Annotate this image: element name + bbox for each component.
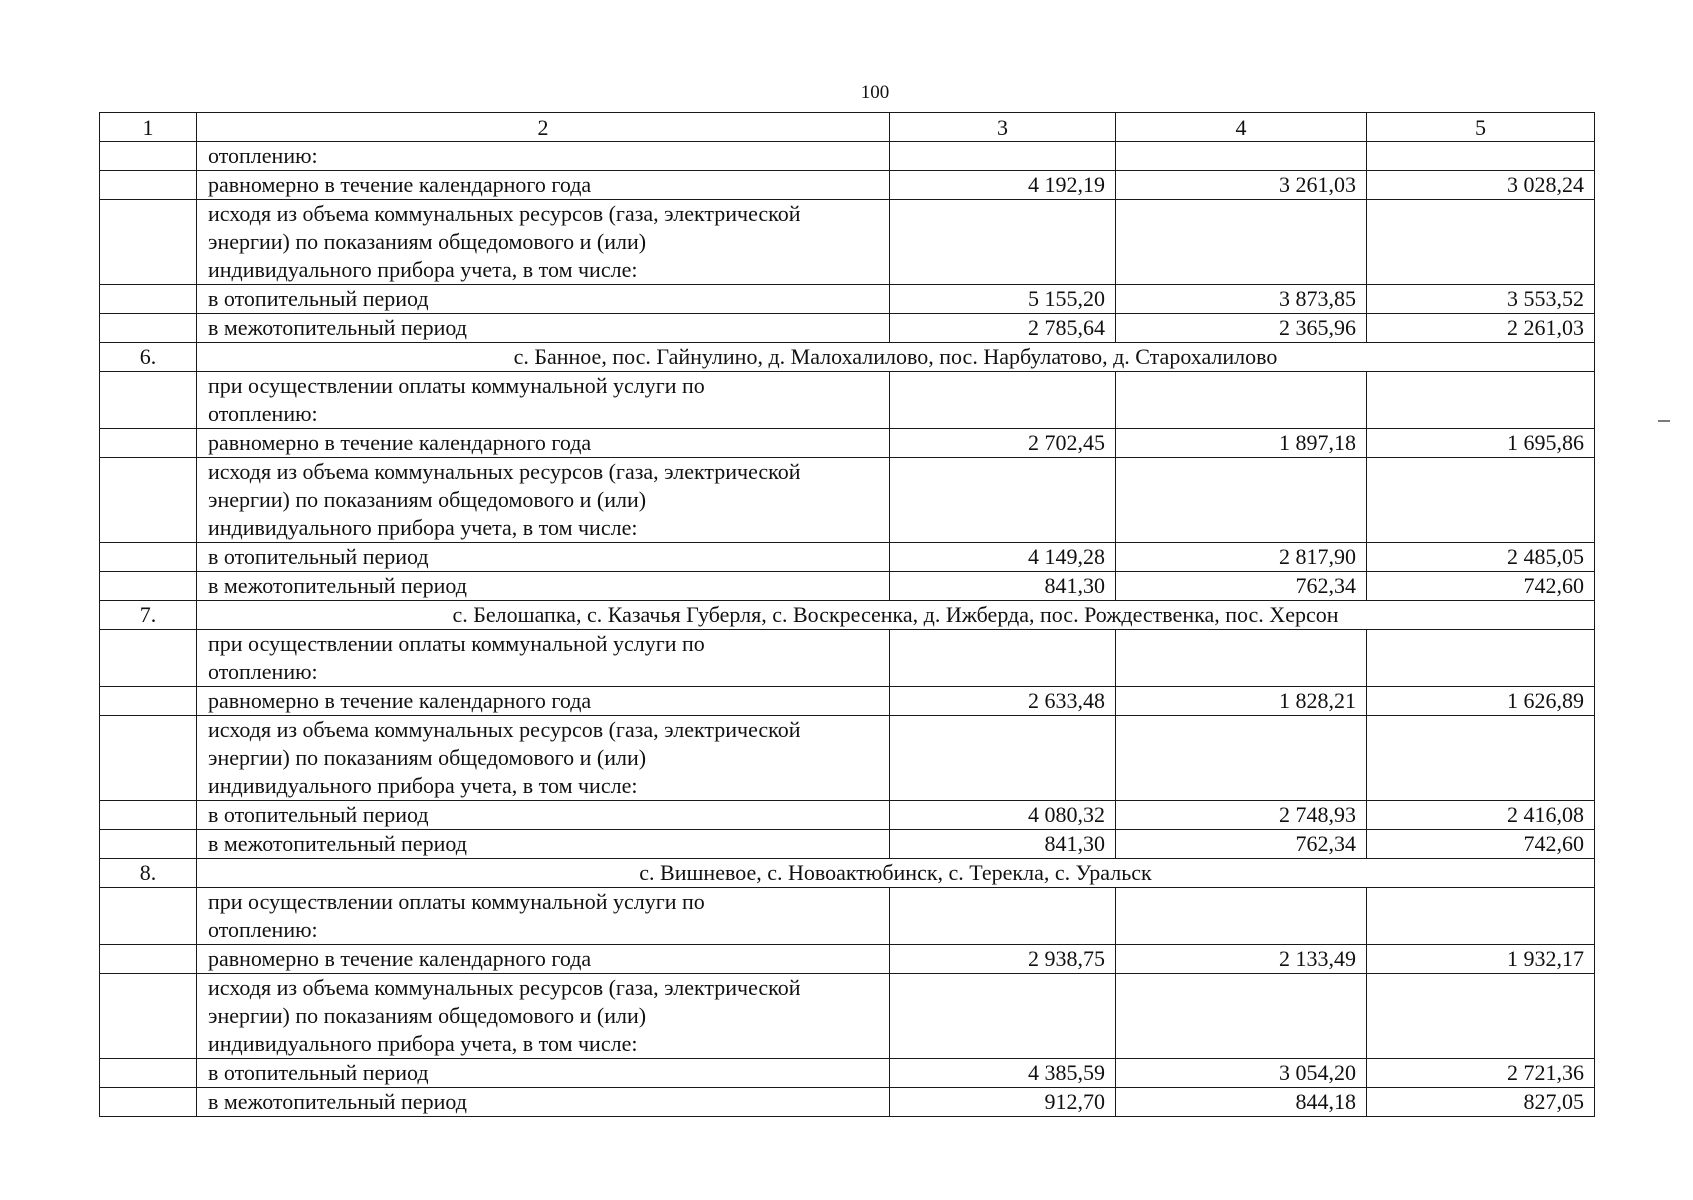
table-row xyxy=(100,171,1595,200)
table-row xyxy=(100,687,1595,716)
description-line: энергии) по показаниям общедомового и (или) xyxy=(208,487,647,512)
row-index-cell xyxy=(100,429,197,458)
settlement-row xyxy=(100,859,1595,888)
settlement-row xyxy=(100,343,1595,372)
description-line: индивидуального прибора учета, в том числе: xyxy=(208,773,638,798)
table-row xyxy=(100,543,1595,572)
row-index-cell xyxy=(100,543,197,572)
row-description: в отопительный период xyxy=(197,801,890,830)
value-column-5 xyxy=(1367,142,1595,171)
row-description: в межотопительный период xyxy=(197,830,890,859)
table-row xyxy=(100,429,1595,458)
row-description xyxy=(197,630,890,687)
value-column-5: 2 721,36 xyxy=(1367,1059,1595,1088)
description-line: исходя из объема коммунальных ресурсов (газа, электрической xyxy=(208,975,801,1000)
table-row xyxy=(100,888,1595,945)
value-column-3 xyxy=(890,630,1116,687)
settlement-names: с. Вишневое, с. Новоактюбинск, с. Терекла, с. Уральск xyxy=(197,859,1595,888)
row-description xyxy=(197,974,890,1059)
value-column-3 xyxy=(890,458,1116,543)
row-index-cell xyxy=(100,1059,197,1088)
value-column-5: 2 416,08 xyxy=(1367,801,1595,830)
row-description xyxy=(197,372,890,429)
description-line: отоплению: xyxy=(208,659,318,684)
description-line: индивидуального прибора учета, в том числе: xyxy=(208,257,638,282)
value-column-4: 3 054,20 xyxy=(1116,1059,1367,1088)
row-description: в отопительный период xyxy=(197,1059,890,1088)
value-column-4: 2 133,49 xyxy=(1116,945,1367,974)
settlement-names: с. Белошапка, с. Казачья Губерля, с. Воскресенка, д. Ижберда, пос. Рождественка, пос. Херсон xyxy=(197,601,1595,630)
description-line: исходя из объема коммунальных ресурсов (газа, электрической xyxy=(208,459,801,484)
value-column-5: 3 028,24 xyxy=(1367,171,1595,200)
row-description xyxy=(197,200,890,285)
description-line: индивидуального прибора учета, в том числе: xyxy=(208,1031,638,1056)
value-column-5: 742,60 xyxy=(1367,830,1595,859)
description-line: при осуществлении оплаты коммунальной услуги по xyxy=(208,631,705,656)
value-column-3 xyxy=(890,372,1116,429)
section-number: 7. xyxy=(100,601,197,630)
value-column-5: 2 261,03 xyxy=(1367,314,1595,343)
settlement-row xyxy=(100,601,1595,630)
value-column-3 xyxy=(890,200,1116,285)
value-column-3: 912,70 xyxy=(890,1088,1116,1117)
value-column-3: 4 385,59 xyxy=(890,1059,1116,1088)
value-column-3: 841,30 xyxy=(890,572,1116,601)
value-column-5 xyxy=(1367,630,1595,687)
value-column-3 xyxy=(890,142,1116,171)
row-index-cell xyxy=(100,372,197,429)
value-column-4: 1 897,18 xyxy=(1116,429,1367,458)
value-column-5: 3 553,52 xyxy=(1367,285,1595,314)
table-row xyxy=(100,200,1595,285)
value-column-3: 2 702,45 xyxy=(890,429,1116,458)
value-column-5: 742,60 xyxy=(1367,572,1595,601)
value-column-4: 762,34 xyxy=(1116,830,1367,859)
row-description xyxy=(197,888,890,945)
value-column-3: 4 080,32 xyxy=(890,801,1116,830)
table-row xyxy=(100,945,1595,974)
description-line: энергии) по показаниям общедомового и (или) xyxy=(208,229,647,254)
tariff-table xyxy=(99,112,1595,1117)
row-index-cell xyxy=(100,200,197,285)
value-column-5 xyxy=(1367,372,1595,429)
value-column-4 xyxy=(1116,200,1367,285)
row-index-cell xyxy=(100,945,197,974)
value-column-3: 4 149,28 xyxy=(890,543,1116,572)
value-column-4: 2 817,90 xyxy=(1116,543,1367,572)
row-description: в межотопительный период xyxy=(197,572,890,601)
page-number: 100 xyxy=(860,82,890,103)
row-description: отоплению: xyxy=(197,142,890,171)
description-line: при осуществлении оплаты коммунальной услуги по xyxy=(208,889,705,914)
value-column-3: 5 155,20 xyxy=(890,285,1116,314)
value-column-5: 1 626,89 xyxy=(1367,687,1595,716)
table-row xyxy=(100,716,1595,801)
table-row xyxy=(100,630,1595,687)
value-column-5 xyxy=(1367,200,1595,285)
row-description: в отопительный период xyxy=(197,285,890,314)
value-column-3: 2 938,75 xyxy=(890,945,1116,974)
description-line: индивидуального прибора учета, в том числе: xyxy=(208,515,638,540)
value-column-3: 2 633,48 xyxy=(890,687,1116,716)
column-header-2: 2 xyxy=(197,113,890,142)
description-line: отоплению: xyxy=(208,401,318,426)
settlement-names: с. Банное, пос. Гайнулино, д. Малохалилово, пос. Нарбулатово, д. Старохалилово xyxy=(197,343,1595,372)
row-description: равномерно в течение календарного года xyxy=(197,429,890,458)
value-column-5 xyxy=(1367,458,1595,543)
value-column-4 xyxy=(1116,716,1367,801)
row-index-cell xyxy=(100,314,197,343)
table-row xyxy=(100,1088,1595,1117)
row-description: в межотопительный период xyxy=(197,1088,890,1117)
value-column-5: 1 695,86 xyxy=(1367,429,1595,458)
tariff-table-body xyxy=(100,113,1595,1117)
description-line: энергии) по показаниям общедомового и (или) xyxy=(208,745,647,770)
row-description: равномерно в течение календарного года xyxy=(197,687,890,716)
value-column-3: 2 785,64 xyxy=(890,314,1116,343)
row-index-cell xyxy=(100,1088,197,1117)
value-column-4 xyxy=(1116,458,1367,543)
table-row xyxy=(100,142,1595,171)
row-description: в отопительный период xyxy=(197,543,890,572)
description-line: исходя из объема коммунальных ресурсов (газа, электрической xyxy=(208,201,801,226)
value-column-4 xyxy=(1116,142,1367,171)
scan-mark xyxy=(1658,420,1670,422)
table-header-row xyxy=(100,113,1595,142)
row-description xyxy=(197,458,890,543)
row-index-cell xyxy=(100,888,197,945)
column-header-5: 5 xyxy=(1367,113,1595,142)
value-column-5 xyxy=(1367,888,1595,945)
row-index-cell xyxy=(100,716,197,801)
row-index-cell xyxy=(100,687,197,716)
value-column-4: 2 748,93 xyxy=(1116,801,1367,830)
table-row xyxy=(100,974,1595,1059)
row-index-cell xyxy=(100,801,197,830)
row-description: равномерно в течение календарного года xyxy=(197,171,890,200)
table-row xyxy=(100,372,1595,429)
description-line: исходя из объема коммунальных ресурсов (газа, электрической xyxy=(208,717,801,742)
table-row xyxy=(100,1059,1595,1088)
value-column-4: 3 261,03 xyxy=(1116,171,1367,200)
value-column-5: 2 485,05 xyxy=(1367,543,1595,572)
value-column-5 xyxy=(1367,974,1595,1059)
table-row xyxy=(100,572,1595,601)
value-column-5: 1 932,17 xyxy=(1367,945,1595,974)
row-index-cell xyxy=(100,458,197,543)
description-line: энергии) по показаниям общедомового и (или) xyxy=(208,1003,647,1028)
value-column-4: 1 828,21 xyxy=(1116,687,1367,716)
row-description: в межотопительный период xyxy=(197,314,890,343)
value-column-3: 841,30 xyxy=(890,830,1116,859)
section-number: 6. xyxy=(100,343,197,372)
value-column-4: 3 873,85 xyxy=(1116,285,1367,314)
row-index-cell xyxy=(100,572,197,601)
value-column-4 xyxy=(1116,372,1367,429)
table-row xyxy=(100,458,1595,543)
row-index-cell xyxy=(100,830,197,859)
row-index-cell xyxy=(100,285,197,314)
row-index-cell xyxy=(100,171,197,200)
table-row xyxy=(100,801,1595,830)
value-column-5 xyxy=(1367,716,1595,801)
row-index-cell xyxy=(100,142,197,171)
row-description: равномерно в течение календарного года xyxy=(197,945,890,974)
value-column-4 xyxy=(1116,888,1367,945)
table-row xyxy=(100,314,1595,343)
value-column-5: 827,05 xyxy=(1367,1088,1595,1117)
column-header-4: 4 xyxy=(1116,113,1367,142)
row-index-cell xyxy=(100,974,197,1059)
column-header-3: 3 xyxy=(890,113,1116,142)
value-column-3 xyxy=(890,974,1116,1059)
value-column-4: 762,34 xyxy=(1116,572,1367,601)
table-row xyxy=(100,285,1595,314)
value-column-4: 2 365,96 xyxy=(1116,314,1367,343)
description-line: при осуществлении оплаты коммунальной услуги по xyxy=(208,373,705,398)
row-index-cell xyxy=(100,630,197,687)
description-line: отоплению: xyxy=(208,917,318,942)
section-number: 8. xyxy=(100,859,197,888)
value-column-4: 844,18 xyxy=(1116,1088,1367,1117)
value-column-3 xyxy=(890,888,1116,945)
value-column-3 xyxy=(890,716,1116,801)
value-column-3: 4 192,19 xyxy=(890,171,1116,200)
table-row xyxy=(100,830,1595,859)
value-column-4 xyxy=(1116,630,1367,687)
column-header-1: 1 xyxy=(100,113,197,142)
row-description xyxy=(197,716,890,801)
value-column-4 xyxy=(1116,974,1367,1059)
